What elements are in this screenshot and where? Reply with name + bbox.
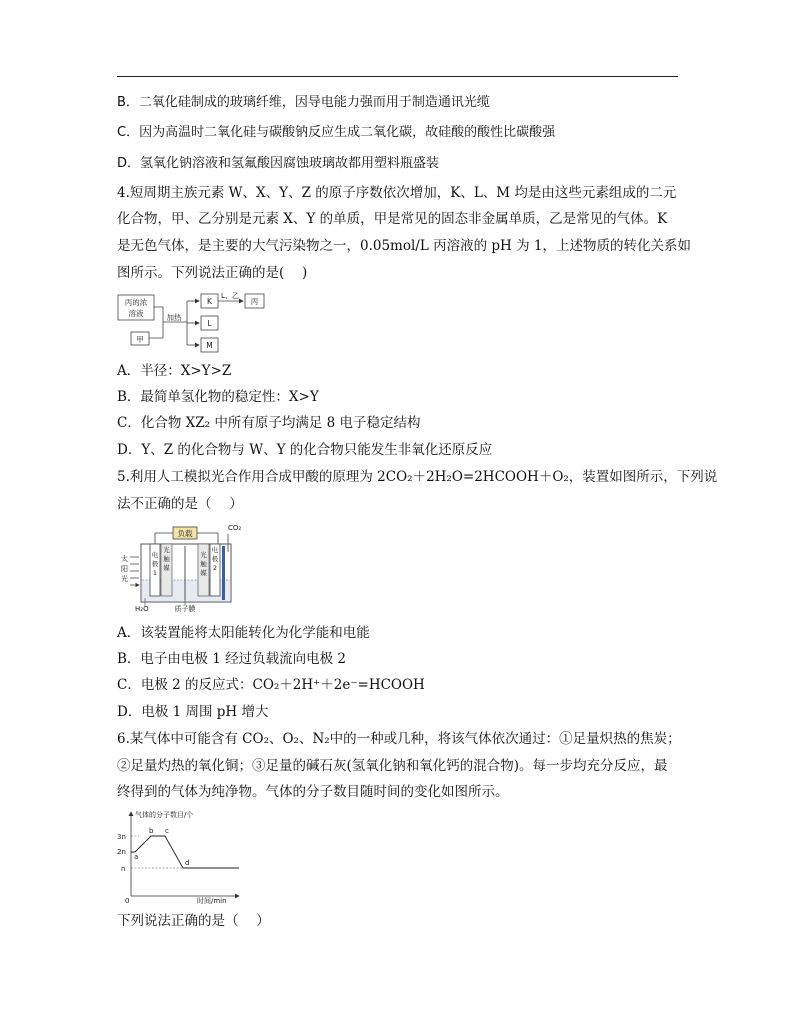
header-rule bbox=[117, 76, 678, 77]
electrode2-char-2: 极 bbox=[211, 555, 219, 563]
sun-char-2: 阳 bbox=[121, 565, 128, 573]
acid-label-1: 丙的浓 bbox=[124, 298, 148, 307]
q6-stem-line-2: ②足量灼热的氧化铜；③足量的碱石灰(氢氧化钠和氧化钙的混合物)。每一步均充分反应，最 bbox=[117, 758, 668, 774]
load-label: 负载 bbox=[177, 529, 193, 538]
x-axis-label: 时间/min bbox=[197, 897, 227, 904]
catalyst2-char-3: 媒 bbox=[200, 569, 207, 577]
k-label: K bbox=[207, 297, 212, 306]
q5-option-a: A．该装置能将太阳能转化为化学能和电能 bbox=[117, 625, 370, 641]
electrode1-char-2: 极 bbox=[151, 560, 159, 568]
electrode1-char-1: 电 bbox=[151, 551, 159, 559]
sun-char-3: 光 bbox=[121, 575, 128, 583]
q5-option-c: C．电极 2 的反应式：CO₂＋2H⁺＋2e⁻=HCOOH bbox=[117, 677, 425, 693]
h2o-label: H₂O bbox=[135, 605, 149, 613]
electrode1-char-3: 1 bbox=[152, 569, 158, 577]
l-label: L bbox=[207, 319, 212, 328]
q5-device-diagram bbox=[117, 522, 249, 614]
catalyst1-char-2: 触 bbox=[163, 555, 170, 563]
point-c-label: c bbox=[165, 827, 169, 835]
arrow-bing-label: L、乙 bbox=[221, 292, 239, 300]
catalyst2-char-2: 触 bbox=[200, 560, 207, 568]
q4-option-a: A．半径：X>Y>Z bbox=[117, 363, 232, 379]
catalyst1-char-1: 光 bbox=[163, 546, 170, 554]
origin-label: 0 bbox=[125, 897, 130, 904]
q6-molecule-count-graph bbox=[117, 808, 245, 904]
q4-stem-line-4: 图所示。下列说法正确的是( ) bbox=[117, 265, 308, 281]
y-axis-label: 气体的分子数目/个 bbox=[135, 811, 194, 819]
point-a-label: a bbox=[134, 853, 139, 861]
heat-label: 加热 bbox=[166, 313, 182, 322]
y-tick-2n: 2n bbox=[117, 848, 126, 856]
catalyst2-char-1: 光 bbox=[200, 551, 207, 559]
jia-label: 甲 bbox=[136, 335, 144, 344]
sunlight-arrows bbox=[130, 557, 139, 585]
membrane-label: 质子膜 bbox=[174, 605, 196, 613]
q4-option-d: D．Y、Z 的化合物与 W、Y 的化合物只能发生非氧化还原反应 bbox=[117, 442, 493, 458]
q4-stem-line-3: 是无色气体，是主要的大气污染物之一，0.05mol/L 丙溶液的 pH 为 1，上述物质的转化关系如 bbox=[117, 238, 691, 254]
bing-label: 丙 bbox=[250, 297, 259, 306]
sun-char-1: 太 bbox=[121, 555, 128, 563]
q6-stem-line-3: 终得到的气体为纯净物。气体的分子数目随时间的变化如图所示。 bbox=[117, 784, 509, 800]
q3-option-b: B．二氧化硅制成的玻璃纤维，因导电能力强而用于制造通讯光缆 bbox=[117, 95, 490, 110]
q4-reaction-diagram bbox=[117, 290, 287, 356]
point-d-label: d bbox=[185, 859, 190, 867]
q5-stem-line-1: 5.利用人工模拟光合作用合成甲酸的原理为 2CO₂＋2H₂O=2HCOOH＋O₂，装置如图所示，下列说 bbox=[117, 469, 718, 485]
y-tick-n: n bbox=[121, 865, 126, 873]
q6-question: 下列说法正确的是（ ） bbox=[117, 913, 270, 929]
catalyst1-char-3: 媒 bbox=[163, 564, 170, 572]
q4-option-c: C．化合物 XZ₂ 中所有原子均满足 8 电子稳定结构 bbox=[117, 415, 421, 431]
point-b-label: b bbox=[149, 827, 154, 835]
q3-option-d: D．氢氧化钠溶液和氢氟酸因腐蚀玻璃故都用塑料瓶盛装 bbox=[117, 156, 440, 171]
electrode2-char-3: 2 bbox=[212, 564, 218, 572]
co2-label: CO₂ bbox=[228, 524, 242, 532]
q4-stem-line-2: 化合物，甲、乙分别是元素 X、Y 的单质，甲是常见的固态非金属单质，乙是常见的气体。K bbox=[117, 211, 668, 227]
q4-option-b: B．最简单氢化物的稳定性：X>Y bbox=[117, 389, 319, 405]
q5-option-b: B．电子由电极 1 经过负载流向电极 2 bbox=[117, 651, 346, 667]
q6-stem-line-1: 6.某气体中可能含有 CO₂、O₂、N₂中的一种或几种，将该气体依次通过：①足量炽热的焦炭； bbox=[117, 731, 681, 747]
q4-stem-line-1: 4.短周期主族元素 W、X、Y、Z 的原子序数依次增加，K、L、M 均是由这些元素组成的二元 bbox=[117, 185, 677, 201]
q3-option-c: C．因为高温时二氧化硅与碳酸钠反应生成二氧化碳，故硅酸的酸性比碳酸强 bbox=[117, 125, 556, 140]
y-tick-3n: 3n bbox=[117, 833, 126, 841]
acid-label-2: 溶液 bbox=[128, 309, 144, 318]
q5-stem-line-2: 法不正确的是（ ） bbox=[117, 496, 243, 512]
electrode2-char-1: 电 bbox=[211, 546, 219, 554]
reactant-bracket bbox=[149, 307, 163, 338]
co2-inlet-tube bbox=[222, 546, 225, 600]
q5-option-d: D．电极 1 周围 pH 增大 bbox=[117, 704, 269, 720]
m-label: M bbox=[206, 341, 213, 350]
